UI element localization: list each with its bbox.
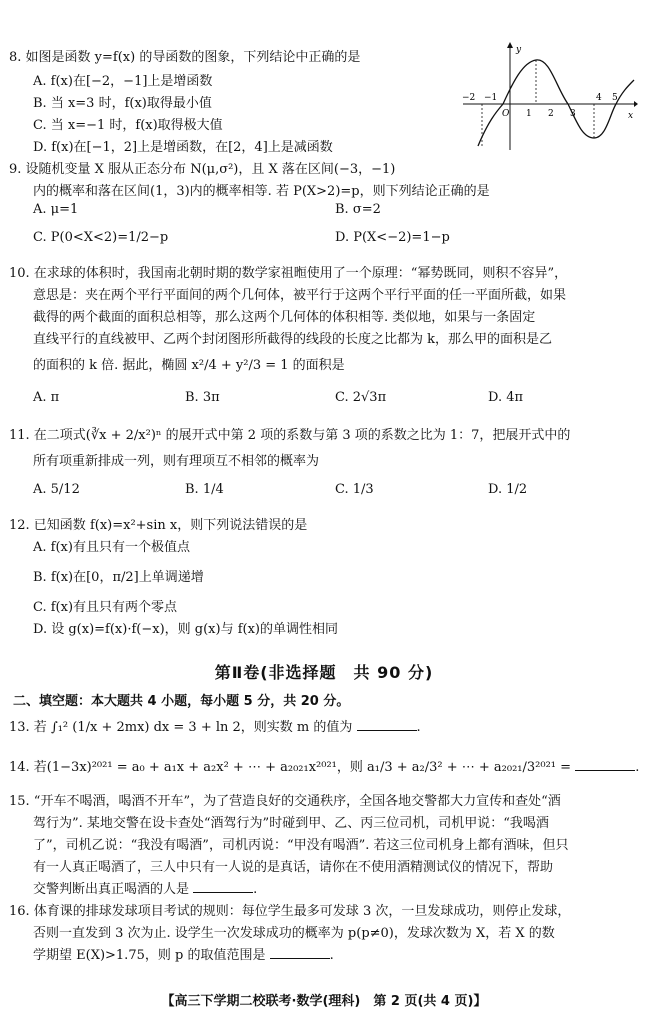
- q12-option-b: B. f(x)在[0，π/2]上单调递增: [33, 570, 204, 585]
- q9-option-a: A. μ=1: [33, 202, 79, 217]
- q13-line: 13. 若 ∫₁² (1/x + 2mx) dx = 3 + ln 2，则实数 m 的值为 .: [9, 720, 421, 735]
- q10-line2: 意思是：夹在两个平行平面间的两个几何体，被平行于这两个平行平面的任一平面所截，如果: [33, 288, 567, 303]
- q8-option-c: C. 当 x=−1 时，f(x)取得极大值: [33, 118, 223, 133]
- q8-option-b: B. 当 x=3 时，f(x)取得最小值: [33, 96, 212, 111]
- q10-option-c: C. 2√3π: [335, 390, 387, 405]
- q11-option-d: D. 1/2: [488, 482, 528, 497]
- page-footer: 【高三下学期二校联考·数学(理科) 第 2 页(共 4 页)】: [161, 994, 487, 1009]
- q8-stem: 8. 如图是函数 y=f(x) 的导函数的图象，下列结论中正确的是: [9, 50, 361, 65]
- q15-line5: 交警判断出真正喝酒的人是 .: [33, 882, 258, 897]
- q16-line3-text: 学期望 E(X)>1.75，则 p 的取值范围是: [33, 948, 266, 963]
- graph-tick-5: 5: [612, 93, 618, 103]
- graph-label-y: y: [516, 45, 522, 55]
- q9-stem-line2: 内的概率和落在区间(1，3)内的概率相等. 若 P(X>2)=p，则下列结论正确的是: [33, 184, 490, 199]
- q8-option-d: D. f(x)在[−1，2]上是增函数，在[2，4]上是减函数: [33, 140, 333, 155]
- graph-tick-3: 3: [570, 109, 576, 119]
- q10-line3: 截得的两个截面的面积总相等，那么这两个几何体的体积相等. 类似地，如果与一条固定: [33, 310, 536, 325]
- q12-option-c: C. f(x)有且只有两个零点: [33, 600, 178, 615]
- q16-line1: 16. 体育课的排球发球项目考试的规则：每位学生最多可发球 3 次，一旦发球成功，则停止发球，: [9, 904, 571, 919]
- q14-text: 14. 若(1−3x)²⁰²¹ = a₀ + a₁x + a₂x² + ⋯ + a₂₀₂₁x²⁰²¹，则 a₁/3 + a₂/3² + ⋯ + a₂₀₂₁/3²⁰²¹ =: [9, 760, 572, 775]
- q10-option-d: D. 4π: [488, 390, 524, 405]
- fill-in-heading: 二、填空题：本大题共 4 小题，每小题 5 分，共 20 分。: [13, 694, 350, 709]
- q15-line1: 15. “开车不喝酒，喝酒不开车”，为了营造良好的交通秩序，全国各地交警都大力宣传和查处“酒: [9, 794, 561, 809]
- section-title: 第Ⅱ卷(非选择题 共 90 分): [214, 663, 434, 682]
- q11-option-a: A. 5/12: [33, 482, 80, 497]
- q14-line: 14. 若(1−3x)²⁰²¹ = a₀ + a₁x + a₂x² + ⋯ + a₂₀₂₁x²⁰²¹，则 a₁/3 + a₂/3² + ⋯ + a₂₀₂₁/3²⁰²¹ = .: [9, 760, 640, 775]
- q16-line2: 否则一直发到 3 次为止. 设学生一次发球成功的概率为 p(p≠0)，发球次数为 X，若 X 的数: [33, 926, 555, 941]
- graph-tick-neg2: −2: [462, 93, 476, 103]
- q15-line4: 有一人真正喝酒了，三人中只有一人说的是真话，请你在不使用酒精测试仪的情况下，帮助: [33, 860, 554, 875]
- q11-option-b: B. 1/4: [185, 482, 224, 497]
- q16-answer-blank[interactable]: [270, 946, 330, 959]
- graph-tick-1: 1: [526, 109, 532, 119]
- q13-answer-blank[interactable]: [357, 718, 417, 731]
- graph-label-origin: O: [502, 109, 510, 119]
- q9-stem-line1: 9. 设随机变量 X 服从正态分布 N(μ,σ²)，且 X 落在区间(−3，−1): [9, 162, 396, 177]
- q15-line2: 驾行为”. 某地交警在设卡查处“酒驾行为”时碰到甲、乙、丙三位司机，司机甲说：“我喝酒: [33, 816, 549, 831]
- q15-line5-text: 交警判断出真正喝酒的人是: [33, 882, 190, 897]
- q10-line1: 10. 在求球的体积时，我国南北朝时期的数学家祖暅使用了一个原理：“幂势既同，则积不容异”，: [9, 266, 568, 281]
- q10-option-b: B. 3π: [185, 390, 220, 405]
- q10-line4: 直线平行的直线被甲、乙两个封闭图形所截得的线段的长度之比都为 k，那么甲的面积是乙: [33, 332, 553, 347]
- q8-option-a: A. f(x)在[−2，−1]上是增函数: [33, 74, 213, 89]
- derivative-graph: [458, 42, 638, 152]
- q15-answer-blank[interactable]: [193, 880, 253, 893]
- q11-option-c: C. 1/3: [335, 482, 374, 497]
- graph-tick-neg1: −1: [484, 93, 498, 103]
- q11-line1: 11. 在二项式(∛x + 2/x²)ⁿ 的展开式中第 2 项的系数与第 3 项的系数之比为 1：7，把展开式中的: [9, 428, 571, 443]
- q10-option-a: A. π: [33, 390, 60, 405]
- q9-option-b: B. σ=2: [335, 202, 381, 217]
- q12-stem: 12. 已知函数 f(x)=x²+sin x，则下列说法错误的是: [9, 518, 308, 533]
- q16-line3: 学期望 E(X)>1.75，则 p 的取值范围是 .: [33, 948, 334, 963]
- graph-tick-2: 2: [548, 109, 554, 119]
- q15-line3: 了”，司机乙说：“我没有喝酒”，司机丙说：“甲没有喝酒”. 若这三位司机身上都有酒味，但只: [33, 838, 569, 853]
- q14-answer-blank[interactable]: [575, 758, 635, 771]
- q12-option-a: A. f(x)有且只有一个极值点: [33, 540, 190, 555]
- q9-option-c: C. P(0<X<2)=1/2−p: [33, 230, 169, 245]
- graph-tick-4: 4: [596, 93, 602, 103]
- q13-text: 13. 若 ∫₁² (1/x + 2mx) dx = 3 + ln 2，则实数 m 的值为: [9, 720, 353, 735]
- q9-option-d: D. P(X<−2)=1−p: [335, 230, 450, 245]
- q11-line2: 所有项重新排成一列，则有理项互不相邻的概率为: [33, 454, 320, 469]
- q12-option-d: D. 设 g(x)=f(x)·f(−x)，则 g(x)与 f(x)的单调性相同: [33, 622, 338, 637]
- graph-label-x: x: [628, 111, 634, 121]
- q10-line5: 的面积的 k 倍. 据此，椭圆 x²/4 + y²/3 = 1 的面积是: [33, 358, 345, 373]
